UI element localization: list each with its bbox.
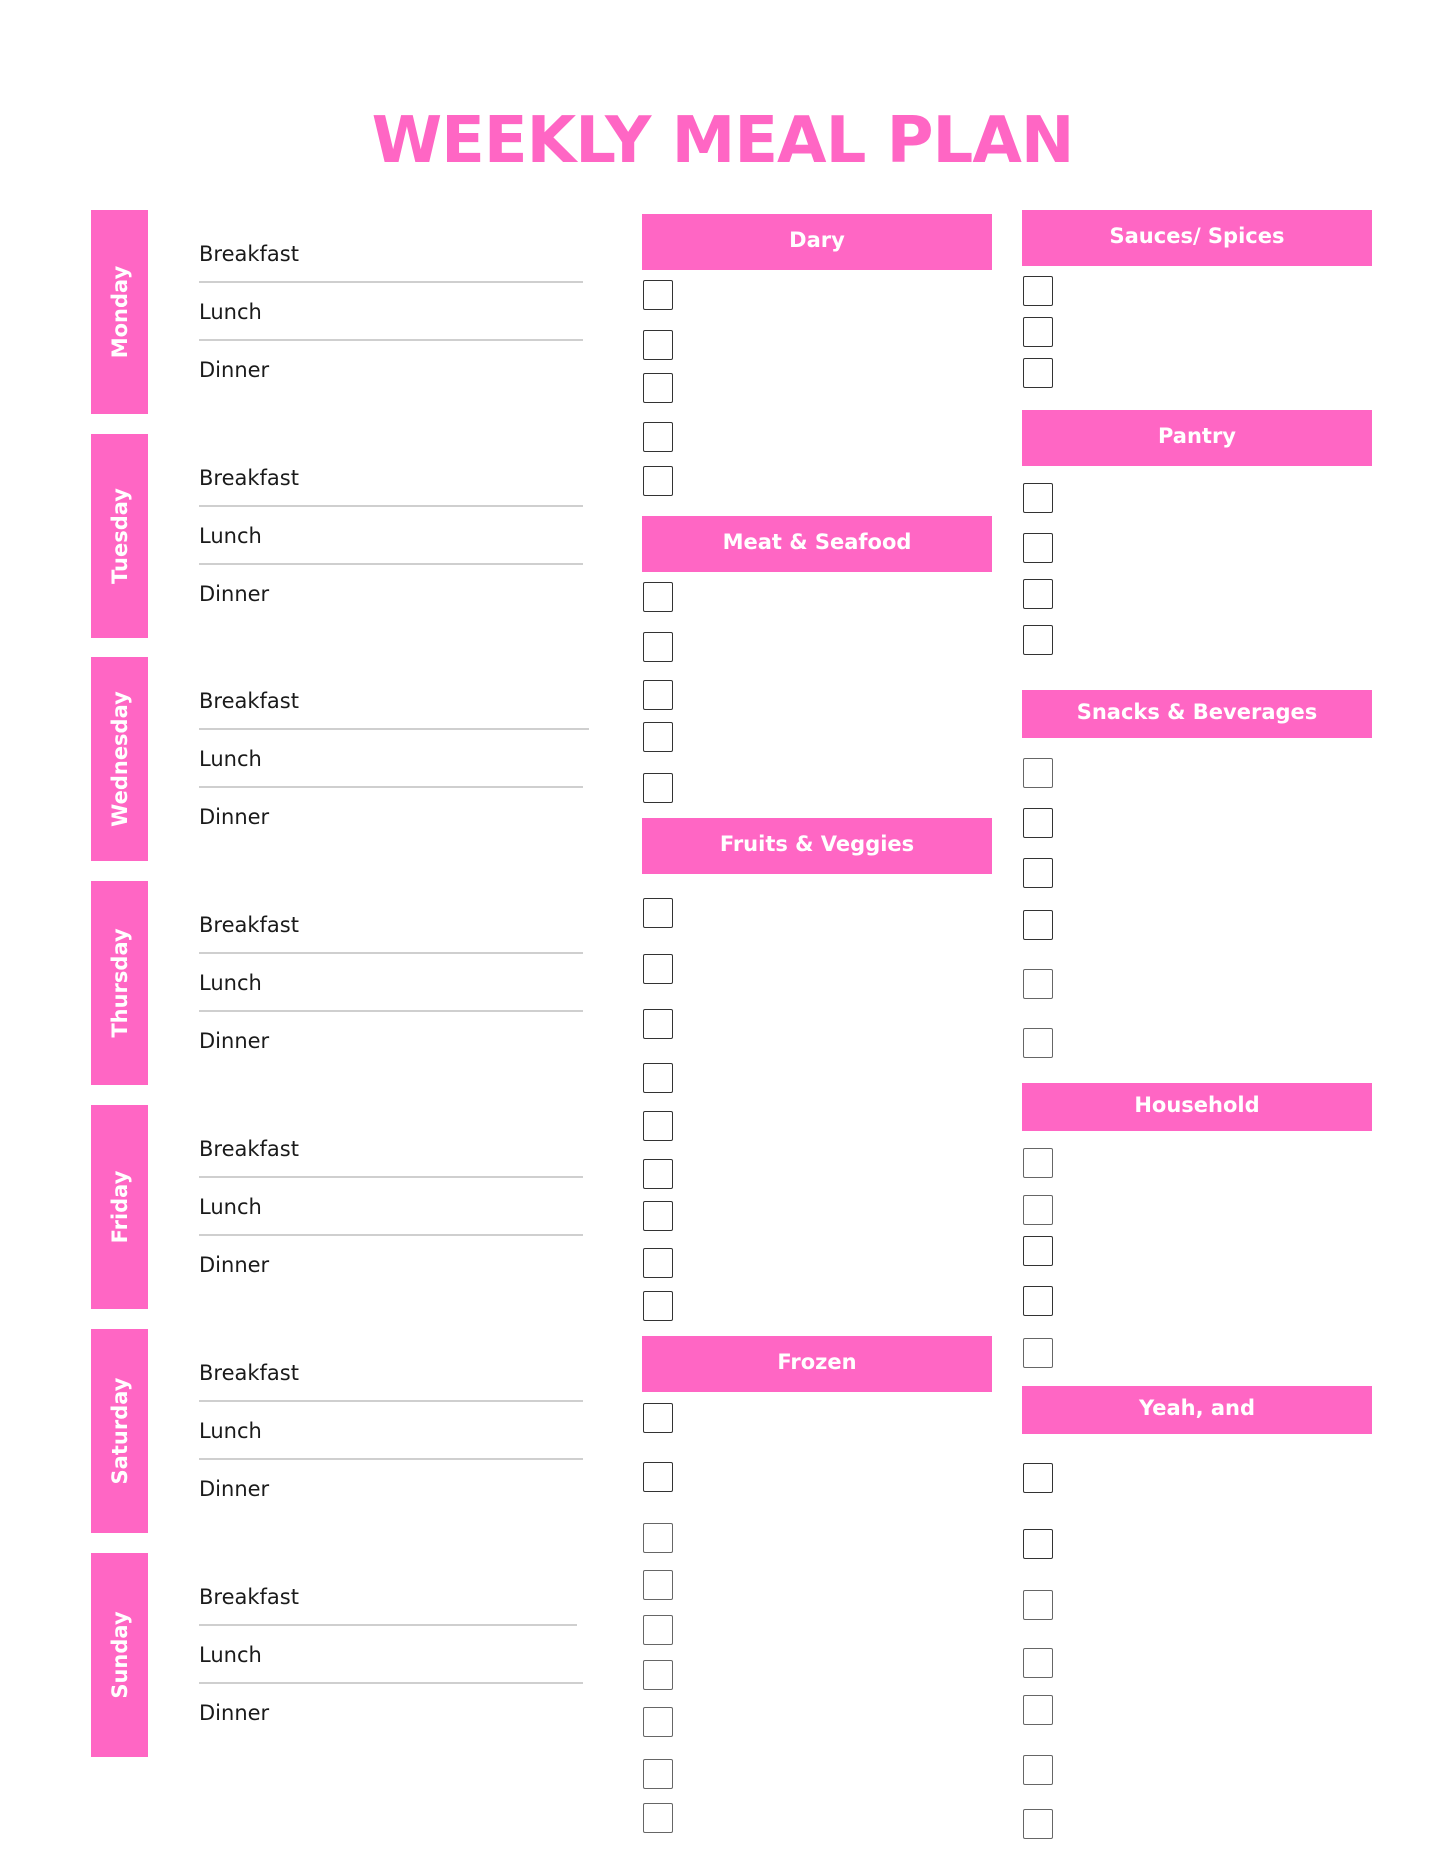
checkbox[interactable]	[643, 1803, 673, 1833]
category-header-fruits-veggies: Fruits & Veggies	[642, 818, 992, 874]
checkbox[interactable]	[1023, 1590, 1053, 1620]
checkbox[interactable]	[643, 1201, 673, 1231]
checkbox[interactable]	[643, 680, 673, 710]
meal-lunch: Lunch	[199, 300, 262, 324]
meal-breakfast: Breakfast	[199, 466, 299, 490]
checkbox[interactable]	[1023, 808, 1053, 838]
checkbox[interactable]	[1023, 969, 1053, 999]
meal-dinner: Dinner	[199, 358, 270, 382]
category-header-yeah-and: Yeah, and	[1022, 1386, 1372, 1434]
checkbox[interactable]	[643, 1291, 673, 1321]
checkbox[interactable]	[643, 1570, 673, 1600]
meal-dinner: Dinner	[199, 582, 270, 606]
checkbox[interactable]	[643, 280, 673, 310]
meal-breakfast: Breakfast	[199, 1361, 299, 1385]
checkbox[interactable]	[643, 1009, 673, 1039]
meal-line[interactable]	[199, 1234, 583, 1236]
checkbox[interactable]	[643, 1111, 673, 1141]
checkbox[interactable]	[643, 1759, 673, 1789]
meal-breakfast: Breakfast	[199, 913, 299, 937]
checkbox[interactable]	[643, 898, 673, 928]
day-label: Friday	[107, 1170, 132, 1244]
meal-line[interactable]	[199, 1458, 583, 1460]
meal-breakfast: Breakfast	[199, 1137, 299, 1161]
meal-line[interactable]	[199, 339, 583, 341]
checkbox[interactable]	[1023, 1695, 1053, 1725]
checkbox[interactable]	[643, 722, 673, 752]
checkbox[interactable]	[1023, 1529, 1053, 1559]
checkbox[interactable]	[643, 330, 673, 360]
day-label: Thursday	[107, 928, 132, 1038]
meal-line[interactable]	[199, 952, 583, 954]
checkbox[interactable]	[643, 373, 673, 403]
checkbox[interactable]	[1023, 483, 1053, 513]
meal-dinner: Dinner	[199, 805, 270, 829]
meal-line[interactable]	[199, 728, 589, 730]
meal-line[interactable]	[199, 786, 583, 788]
checkbox[interactable]	[643, 1403, 673, 1433]
checkbox[interactable]	[643, 1660, 673, 1690]
checkbox[interactable]	[643, 1615, 673, 1645]
day-label: Monday	[107, 265, 132, 359]
day-tab-sunday	[91, 1553, 148, 1757]
checkbox[interactable]	[643, 773, 673, 803]
checkbox[interactable]	[643, 954, 673, 984]
meal-dinner: Dinner	[199, 1477, 270, 1501]
checkbox[interactable]	[643, 466, 673, 496]
meal-breakfast: Breakfast	[199, 242, 299, 266]
day-tab-saturday	[91, 1329, 148, 1533]
meal-lunch: Lunch	[199, 1419, 262, 1443]
checkbox[interactable]	[1023, 579, 1053, 609]
meal-lunch: Lunch	[199, 747, 262, 771]
meal-line[interactable]	[199, 1624, 577, 1626]
checkbox[interactable]	[1023, 533, 1053, 563]
meal-lunch: Lunch	[199, 1195, 262, 1219]
checkbox[interactable]	[643, 1462, 673, 1492]
checkbox[interactable]	[1023, 1338, 1053, 1368]
meal-lunch: Lunch	[199, 524, 262, 548]
checkbox[interactable]	[1023, 1463, 1053, 1493]
checkbox[interactable]	[1023, 858, 1053, 888]
meal-line[interactable]	[199, 1400, 583, 1402]
checkbox[interactable]	[643, 1063, 673, 1093]
checkbox[interactable]	[1023, 758, 1053, 788]
checkbox[interactable]	[1023, 1236, 1053, 1266]
category-header-meat-seafood: Meat & Seafood	[642, 516, 992, 572]
checkbox[interactable]	[1023, 1195, 1053, 1225]
meal-line[interactable]	[199, 563, 583, 565]
checkbox[interactable]	[643, 632, 673, 662]
day-tab-tuesday	[91, 434, 148, 638]
category-header-sauces-spices: Sauces/ Spices	[1022, 210, 1372, 266]
meal-line[interactable]	[199, 1682, 583, 1684]
checkbox[interactable]	[643, 422, 673, 452]
checkbox[interactable]	[1023, 276, 1053, 306]
category-header-frozen: Frozen	[642, 1336, 992, 1392]
day-label: Tuesday	[107, 488, 132, 584]
day-tab-friday	[91, 1105, 148, 1309]
meal-breakfast: Breakfast	[199, 689, 299, 713]
checkbox[interactable]	[643, 1707, 673, 1737]
checkbox[interactable]	[1023, 1028, 1053, 1058]
category-header-household: Household	[1022, 1083, 1372, 1131]
category-header-dairy: Dary	[642, 214, 992, 270]
checkbox[interactable]	[1023, 1648, 1053, 1678]
checkbox[interactable]	[1023, 910, 1053, 940]
meal-line[interactable]	[199, 505, 583, 507]
checkbox[interactable]	[643, 1248, 673, 1278]
checkbox[interactable]	[1023, 1809, 1053, 1839]
meal-breakfast: Breakfast	[199, 1585, 299, 1609]
day-tab-wednesday	[91, 657, 148, 861]
meal-lunch: Lunch	[199, 971, 262, 995]
meal-dinner: Dinner	[199, 1029, 270, 1053]
meal-line[interactable]	[199, 1010, 583, 1012]
day-label: Sunday	[107, 1611, 132, 1699]
checkbox[interactable]	[1023, 1755, 1053, 1785]
page-title: WEEKLY MEAL PLAN	[371, 104, 1074, 178]
meal-lunch: Lunch	[199, 1643, 262, 1667]
meal-dinner: Dinner	[199, 1701, 270, 1725]
checkbox[interactable]	[1023, 625, 1053, 655]
category-header-pantry: Pantry	[1022, 410, 1372, 466]
day-label: Saturday	[107, 1377, 132, 1485]
category-header-snacks-beverages: Snacks & Beverages	[1022, 690, 1372, 738]
checkbox[interactable]	[1023, 317, 1053, 347]
checkbox[interactable]	[1023, 358, 1053, 388]
day-tab-monday	[91, 210, 148, 414]
checkbox[interactable]	[643, 1523, 673, 1553]
checkbox[interactable]	[1023, 1148, 1053, 1178]
meal-line[interactable]	[199, 1176, 583, 1178]
meal-dinner: Dinner	[199, 1253, 270, 1277]
day-tab-thursday	[91, 881, 148, 1085]
checkbox[interactable]	[1023, 1286, 1053, 1316]
day-label: Wednesday	[107, 691, 132, 827]
checkbox[interactable]	[643, 582, 673, 612]
meal-line[interactable]	[199, 281, 583, 283]
checkbox[interactable]	[643, 1159, 673, 1189]
